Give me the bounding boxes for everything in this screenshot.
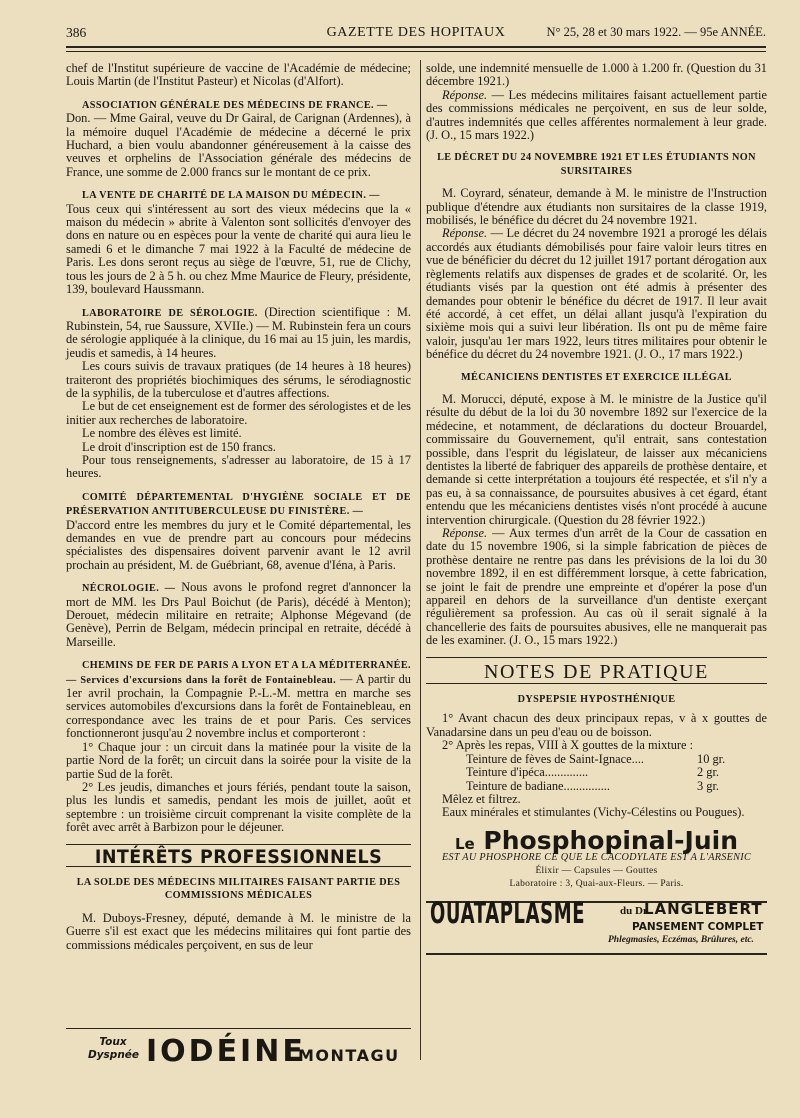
section-heading: LA VENTE DE CHARITÉ DE LA MAISON DU MÉDECIN. — xyxy=(82,190,380,202)
column-divider xyxy=(420,60,421,1060)
ouataplasme-ad xyxy=(426,896,767,963)
paragraph: M. Morucci, député, expose à M. le ministre de la Justice qu'il résulte du début de la loi du 30 novembre 1892 sur l'exercice de la médecine, et notamment, de déclarations du docteur Brouardel, commissaire du Gouvernement, qu'il entrait, sans contestation possible, dans l'esprit du législateur, de laisser aux mécaniciens dentistes la liberté de fabriquer des appareils de prothèse dentaire, et demande si cette interprétation a toujours été respectée, et s'il n'y a pas eu, à sa connaissance, de poursuites abusives à cet égard, étant entendu que les mécaniciens dentistes visés n'ont procédé à aucune intervention chirurgicale. (Question du 28 février 1922.) xyxy=(426,391,767,527)
issue-info: N° 25, 28 et 30 mars 1922. — 95e ANNÉE. xyxy=(546,25,766,39)
paragraph: Pour tous renseignements, s'adresser au laboratoire, de 15 à 17 heures. xyxy=(66,452,411,481)
section-heading: COMITÉ DÉPARTEMENTAL D'HYGIÈNE SOCIALE ET DE PRÉSERVATION ANTITUBERCULEUSE DU FINISTÈRE. — xyxy=(66,491,411,518)
divider xyxy=(66,844,411,845)
ad-forms: Élixir — Capsules — Gouttes xyxy=(535,865,658,876)
ad-brand: Phosphopinal-Juin xyxy=(483,825,739,855)
paragraph: 1° Avant chacun des deux principaux repas, v à x gouttes de Vanadarsine dans un peu d'eau ou de boisson. xyxy=(426,711,767,739)
paragraph: Nous avons le profond regret d'annoncer la mort de MM. les Drs Paul Boichut (de Paris), décédé à Menton); Derouet, médecin militaire en retraite; Alphonse Mégevand (de Genève), Perrin de Belgam, médecin principal en retraite, décédé à Marseille. xyxy=(66,580,411,649)
right-column xyxy=(426,62,767,963)
header-rule xyxy=(66,46,766,48)
section-title: INTÉRÊTS PROFESSIONNELS xyxy=(94,845,383,868)
paragraph: solde, une indemnité mensuelle de 1.000 à 1.200 fr. (Question du 31 décembre 1921.) xyxy=(426,61,767,89)
paragraph: Eaux minérales et stimulantes (Vichy-Célestins ou Pougues). xyxy=(442,805,745,820)
ad-du: du Dr xyxy=(620,905,648,918)
paragraph: 1° Chaque jour : un circuit dans la matinée pour la visite de la partie Nord de la forêt; un circuit dans la soirée pour la visite de la partie Sud de la forêt. xyxy=(66,739,411,781)
paragraph: — A partir du 1er avril prochain, la Compagnie P.-L.-M. mettra en marche ses services automobiles d'excursions dans la forêt de Fontainebleau, en correspondance avec les trains de et pour Paris. Ces services fonctionneront jusqu'au 2 novembre inclus et comporteront : xyxy=(66,671,411,741)
ingredient: Teinture de badiane............... xyxy=(466,778,610,793)
paragraph: M. Duboys-Fresney, député, demande à M. le ministre de la Guerre s'il est exact que les médecins militaires qui font partie des commissions médicales perçoivent, en sus de leur xyxy=(66,910,411,952)
quantity: 2 gr. xyxy=(697,765,720,780)
article-heading: DYSPEPSIE HYPOSTHÉNIQUE xyxy=(517,694,676,706)
ad-brand: IODÉINE xyxy=(146,1034,306,1069)
paragraph: Mêlez et filtrez. xyxy=(442,791,521,806)
ad-tagline: EST AU PHOSPHORE CE QUE LE CACODYLATE EST A L'ARSENIC xyxy=(441,852,752,864)
paragraph: 2° Les jeudis, dimanches et jours fériés, pendant toute la saison, plus les lundis et samedis, pendant les mois de juillet, août et septembre : un troisième circuit comprenant la visite complète de la forêt avec arrêt à Barbizon pour le déjeuner. xyxy=(66,779,411,835)
paragraph: Le droit d'inscription est de 150 francs. xyxy=(82,439,276,454)
section-heading: NÉCROLOGIE. — xyxy=(82,583,176,595)
notes-title: NOTES DE PRATIQUE xyxy=(484,660,709,683)
page-number: 386 xyxy=(66,25,87,40)
iodeine-ad xyxy=(66,1032,411,1074)
article-heading: LA SOLDE DES MÉDECINS MILITAIRES FAISANT PARTIE DES COMMISSIONS MÉDICALES xyxy=(76,876,401,902)
section-heading: ASSOCIATION GÉNÉRALE DES MÉDECINS DE FRANCE. — xyxy=(82,99,388,111)
section-heading: CHEMINS DE FER DE PARIS A LYON ET A LA MÉDITERRANÉE. — Services d'excursions dans la forêt de Fontainebleau. xyxy=(66,660,411,686)
section-heading: LABORATOIRE DE SÉROLOGIE. xyxy=(82,307,258,319)
ad-uses: Phlegmasies, Eczémas, Brûlures, etc. xyxy=(608,935,754,946)
ad-article: Le xyxy=(454,834,475,853)
page-header xyxy=(66,22,766,42)
reponse-label: Réponse. xyxy=(442,87,488,102)
phosphopinal-ad xyxy=(426,825,767,892)
ad-brand: OUATAPLASME xyxy=(430,896,586,931)
prescription-row xyxy=(426,753,767,766)
ingredient: Teinture d'ipéca.............. xyxy=(466,765,589,780)
left-column xyxy=(66,62,411,952)
ad-indications: Toux Dyspnée xyxy=(88,1036,140,1061)
paragraph: — Aux termes d'un arrêt de la Cour de cassation en date du 15 novembre 1906, si la simple fabrication de pièces de prothèse dentaire ne rentre pas dans les prévisions de la loi du 30 novembre 1892, il en est différemment lorsque, à cette fabrication, se joint le fait de prendre une empreinte et d'opérer la pose d'un appareil en dehors de la surveillance d'un dentiste exerçant régulièrement sa profession. Au cas où il serait signalé à la chancellerie des faits de poursuites abusives, elle ne manquerait pas de les examiner. (J. O., 15 mars 1922.) xyxy=(426,526,767,648)
paragraph: — Le décret du 24 novembre 1921 a prorogé les délais accordés aux étudiants démobilisés pour faire valoir leurs titres en vue de bénéficier du décret du 12 juillet 1917 portant dérogation aux règlements relatifs aux dispenses de grades et de scolarité. Or, les étudiants visés par la question ont été admis à présenter des demandes pour obtenir le bénéfice du décret de 1917. Il leur avait été accordé, à cet effet, un délai allant jusqu'à l'expiration du sixième mois qui a suivi leur libération. Ils ont pu de même faire valoir, jusqu'au 1er mars 1922, leurs titres militaires pour obtenir le bénéfice du décret du 24 novembre 1921. (J. O., 17 mars 1922.) xyxy=(426,226,767,362)
header-rule-thin xyxy=(66,51,766,52)
ingredient: Teinture de fèves de Saint-Ignace.... xyxy=(466,751,645,766)
paragraph: Le but de cet enseignement est de former des sérologistes et de les initier aux recherches de laboratoire. xyxy=(66,399,411,427)
paragraph: 2° Après les repas, VIII à X gouttes de la mixture : xyxy=(442,738,694,753)
quantity: 10 gr. xyxy=(697,751,726,766)
reponse-label: Réponse. xyxy=(442,526,488,540)
paragraph: Tous ceux qui s'intéressent au sort des vieux médecins que la « maison du médecin » abrite à Valenton sont sollicités d'envoyer des dons en nature ou en espèces pour la vente de charité qui aura lieu le samedi 6 et le dimanche 7 mai 1922 à la Faculté de médecine de Paris. Les dons seront reçus au siège de l'œuvre, 51, rue de Clichy, tous les jours de 2 à 5 h. ou chez Mme Maurice de Fleury, présidente, 139, boulevard Haussmann. xyxy=(66,201,411,297)
divider xyxy=(426,657,767,658)
paragraph: — Les médecins militaires faisant actuellement partie des commissions médicales ne perçoivent, en sus de leur solde, d'autres indemnités que celles afférentes normalement à leur grade. (J. O., 15 mars 1922.) xyxy=(426,87,767,143)
ad-address: Laboratoire : 3, Quai-aux-Fleurs. — Paris. xyxy=(509,878,684,889)
ad-maker: MONTAGU xyxy=(298,1046,400,1065)
paragraph: Les cours suivis de travaux pratiques (de 14 heures à 18 heures) traiteront des propriétés biochimiques des sérums, le sérodiagnostic de la syphilis, de la tuberculose et d'autres affections. xyxy=(66,359,411,400)
ad-doctor: LANGLEBERT xyxy=(644,900,763,919)
article-heading: LE DÉCRET DU 24 NOVEMBRE 1921 ET LES ÉTUDIANTS NON SURSITAIRES xyxy=(437,152,756,177)
paragraph: Le nombre des élèves est limité. xyxy=(82,426,242,441)
paragraph: D'accord entre les membres du jury et le Comité départemental, les demandes en vue de prendre part au concours pour médecins spécialistes des dispensaires doivent parvenir avant le 12 avril prochain au président, M. de Guébriant, 68, avenue d'Iéna, à Paris. xyxy=(66,517,411,572)
paragraph: chef de l'Institut supérieure de vaccine de l'Académie de médecine; Louis Martin (de l'Institut Pasteur) et Nicolas (d'Alfort). xyxy=(66,61,411,89)
ad-subtitle: PANSEMENT COMPLET xyxy=(632,921,764,934)
reponse-label: Réponse. xyxy=(442,226,488,241)
journal-title: GAZETTE DES HOPITAUX xyxy=(326,25,506,40)
paragraph: Don. — Mme Gairal, veuve du Dr Gairal, de Carignan (Ardennes), à la mémoire duquel l'Académie de médecine a décerné le prix Huchard, a bien voulu abandonner généreusement à la caisse des veuves et orphelins de l'Association générale des médecins de France, une somme de 2.000 francs sur le montant de ce prix. xyxy=(66,111,411,179)
paragraph: (Direction scientifique : M. Rubinstein, 54, rue Saussure, XVIIe.) — M. Rubinstein fera un cours de sérologie appliquée à la clinique, du 16 mai au 15 juin, les mardis, jeudis et samedis, à 14 heures. xyxy=(66,304,411,360)
paragraph: M. Coyrard, sénateur, demande à M. le ministre de l'Instruction publique d'étendre aux étudiants non sursitaires de la classe 1919, mobilisés, le bénéfice du décret du 24 novembre 1921. xyxy=(426,186,767,228)
quantity: 3 gr. xyxy=(697,778,720,793)
article-heading: MÉCANICIENS DENTISTES ET EXERCICE ILLÉGAL xyxy=(461,371,732,383)
prescription-row xyxy=(426,780,767,793)
prescription-row xyxy=(426,766,767,779)
